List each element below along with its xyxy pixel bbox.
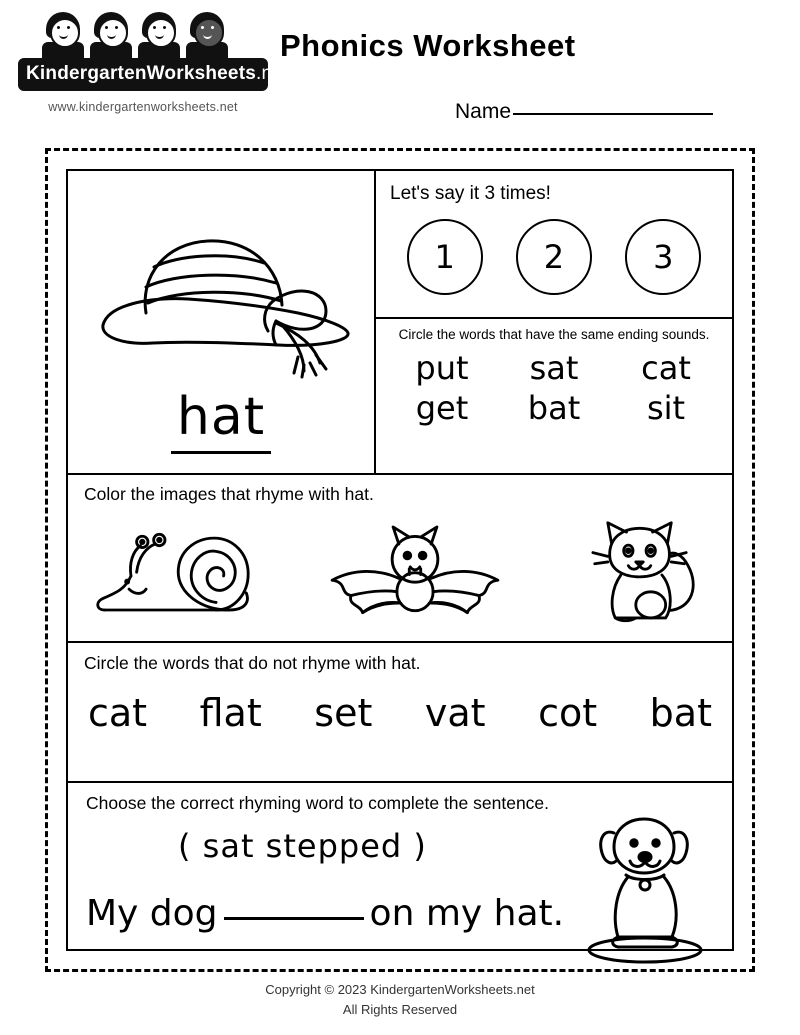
logo-word-2: Worksheets — [146, 63, 256, 84]
name-label: Name — [455, 100, 512, 123]
sentence-before: My dog — [86, 893, 218, 934]
picture-word-label: hat — [68, 387, 374, 447]
name-blank-line[interactable] — [513, 112, 713, 115]
page-header — [0, 0, 800, 140]
logo-word-1: Kindergarten — [26, 63, 147, 84]
ending-word[interactable]: sat — [529, 349, 579, 387]
kid-icon-2 — [88, 10, 134, 58]
sentence-line — [86, 893, 564, 934]
site-url: www.kindergartenworksheets.net — [48, 100, 238, 114]
circle-not-rhyme-words — [88, 691, 712, 735]
ending-sounds-instruction: Circle the words that have the same ending sounds. — [398, 327, 710, 342]
count-circle-3[interactable]: 3 — [625, 219, 701, 295]
count-circle-1[interactable]: 1 — [407, 219, 483, 295]
count-circles — [376, 219, 732, 295]
sentence-instruction: Choose the correct rhyming word to complete the sentence. — [86, 793, 550, 813]
rhyme-word[interactable]: cot — [538, 691, 598, 735]
kid-icon-3 — [136, 10, 182, 58]
color-rhyme-instruction: Color the images that rhyme with hat. — [84, 484, 374, 504]
section-picture-and-say — [68, 171, 732, 475]
section-color-rhyme — [68, 475, 732, 643]
ending-word[interactable]: sit — [646, 389, 686, 427]
cat-illustration[interactable] — [553, 519, 713, 631]
ending-word[interactable]: cat — [641, 349, 691, 387]
hat-illustration — [68, 205, 374, 385]
ending-word[interactable]: put — [415, 349, 469, 387]
picture-word-cell — [68, 171, 376, 473]
right-column — [376, 171, 732, 473]
logo-wordmark — [18, 58, 289, 91]
site-logo[interactable] — [18, 10, 289, 114]
rhyme-word[interactable]: vat — [424, 691, 486, 735]
rhyme-word[interactable]: flat — [199, 691, 262, 735]
ending-sounds-word-grid — [386, 349, 722, 427]
snail-illustration[interactable] — [87, 523, 277, 627]
copyright-text: Copyright © 2023 KindergartenWorksheets.net — [265, 982, 535, 997]
say-it-3-times-box — [376, 171, 732, 319]
sentence-blank[interactable] — [224, 916, 364, 920]
bat-illustration[interactable] — [315, 523, 515, 628]
rhyme-word[interactable]: set — [314, 691, 373, 735]
sentence-choices[interactable]: ( sat stepped ) — [178, 827, 427, 865]
circle-not-rhyme-instruction: Circle the words that do not rhyme with hat. — [84, 653, 421, 673]
section-circle-not-rhyme — [68, 643, 732, 783]
rhyme-word[interactable]: bat — [649, 691, 712, 735]
ending-word[interactable]: bat — [527, 389, 581, 427]
rhyme-word[interactable]: cat — [88, 691, 148, 735]
say-it-instruction: Let's say it 3 times! — [390, 183, 551, 204]
name-field — [455, 100, 713, 124]
page-footer — [0, 980, 800, 1019]
worksheet-dashed-border — [45, 148, 755, 972]
kids-illustration — [40, 10, 268, 58]
ending-word[interactable]: get — [415, 389, 469, 427]
logo-suffix: .net — [256, 63, 289, 84]
kid-icon-1 — [40, 10, 86, 58]
page-title: Phonics Worksheet — [280, 28, 576, 63]
rights-text: All Rights Reserved — [342, 1001, 458, 1017]
count-circle-2[interactable]: 2 — [516, 219, 592, 295]
color-rhyme-images — [68, 515, 732, 635]
kid-icon-4 — [184, 10, 230, 58]
ending-sounds-box — [376, 319, 732, 473]
worksheet-body — [66, 169, 734, 951]
sentence-after: on my hat. — [369, 893, 565, 934]
section-sentence-completion — [68, 783, 732, 973]
dog-illustration — [568, 807, 718, 967]
